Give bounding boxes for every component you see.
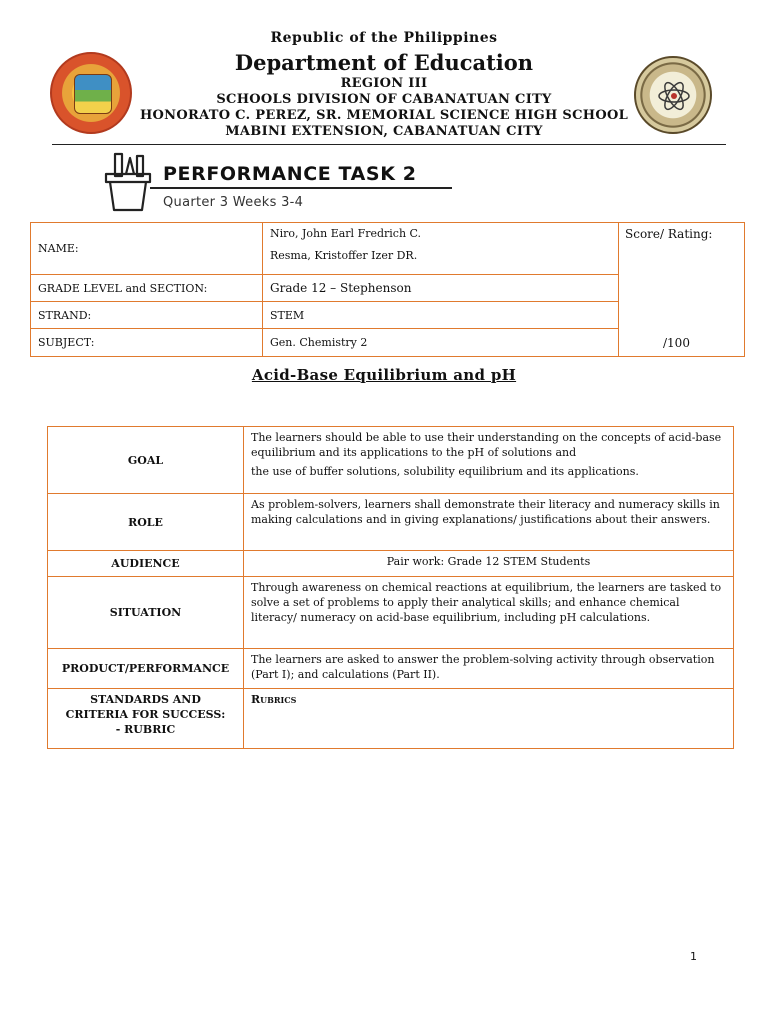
division-heading: SCHOOLS DIVISION OF CABANATUAN CITY xyxy=(216,92,552,107)
title-underline xyxy=(150,187,452,189)
goal-line-1: The learners should be able to use their understanding on the concepts of acid-base equilibrium and its applications to the pH of solutions and xyxy=(251,431,722,459)
letterhead-divider xyxy=(52,144,726,145)
activity-title: Acid-Base Equilibrium and pH xyxy=(251,366,517,384)
student-name-2: Resma, Kristoffer Izer DR. xyxy=(270,249,418,262)
goal-label: GOAL xyxy=(48,427,244,494)
role-label: ROLE xyxy=(48,494,244,551)
standards-line-2: CRITERIA FOR SUCCESS: xyxy=(65,708,226,721)
goal-line-2: the use of buffer solutions, solubility equilibrium and its applications. xyxy=(251,465,639,478)
strand-value: STEM xyxy=(263,302,619,329)
standards-text xyxy=(244,689,734,749)
department-heading: Department of Education xyxy=(234,50,534,75)
task-subtitle: Quarter 3 Weeks 3-4 xyxy=(163,195,304,210)
score-total: /100 xyxy=(663,336,690,350)
goal-text xyxy=(244,427,734,494)
grade-value: Grade 12 – Stephenson xyxy=(263,275,619,302)
score-cell xyxy=(619,223,745,357)
region-heading: REGION III xyxy=(340,76,428,91)
subject-label: SUBJECT: xyxy=(31,329,263,357)
grade-label: GRADE LEVEL and SECTION: xyxy=(31,275,263,302)
page-number: 1 xyxy=(690,950,697,963)
name-label: NAME: xyxy=(31,223,263,275)
standards-line-1: STANDARDS AND xyxy=(90,693,201,706)
school-heading: HONORATO C. PEREZ, SR. MEMORIAL SCIENCE HIGH SCHOOL xyxy=(139,108,629,123)
standards-line-3: - RUBRIC xyxy=(115,723,176,736)
audience-label: AUDIENCE xyxy=(48,551,244,577)
address-heading: MABINI EXTENSION, CABANATUAN CITY xyxy=(225,124,543,139)
product-text: The learners are asked to answer the problem-solving activity through observation (Part I); and calculations (Part II). xyxy=(244,649,734,689)
strand-label: STRAND: xyxy=(31,302,263,329)
role-text: As problem-solvers, learners shall demonstrate their literacy and numeracy skills in making calculations and in giving explanations/ justifications about their answers. xyxy=(244,494,734,551)
task-title: PERFORMANCE TASK 2 xyxy=(163,163,417,185)
rubrics-heading: Rubrics xyxy=(251,693,297,706)
score-label: Score/ Rating: xyxy=(625,227,713,241)
situation-label: SITUATION xyxy=(48,577,244,649)
situation-text: Through awareness on chemical reactions at equilibrium, the learners are tasked to solve a set of problems to apply their analytical skills; and enhance chemical literacy/ numeracy on acid-base equilibrium, including pH calculations. xyxy=(244,577,734,649)
pencil-cup-icon xyxy=(102,152,154,212)
product-label: PRODUCT/PERFORMANCE xyxy=(48,649,244,689)
name-value xyxy=(263,223,619,275)
student-name-1: Niro, John Earl Fredrich C. xyxy=(270,227,422,240)
republic-heading: Republic of the Philippines xyxy=(270,30,498,46)
subject-value: Gen. Chemistry 2 xyxy=(263,329,619,357)
student-info-table xyxy=(30,222,745,357)
audience-text: Pair work: Grade 12 STEM Students xyxy=(244,551,734,577)
standards-label xyxy=(48,689,244,749)
grasps-table xyxy=(47,426,734,749)
